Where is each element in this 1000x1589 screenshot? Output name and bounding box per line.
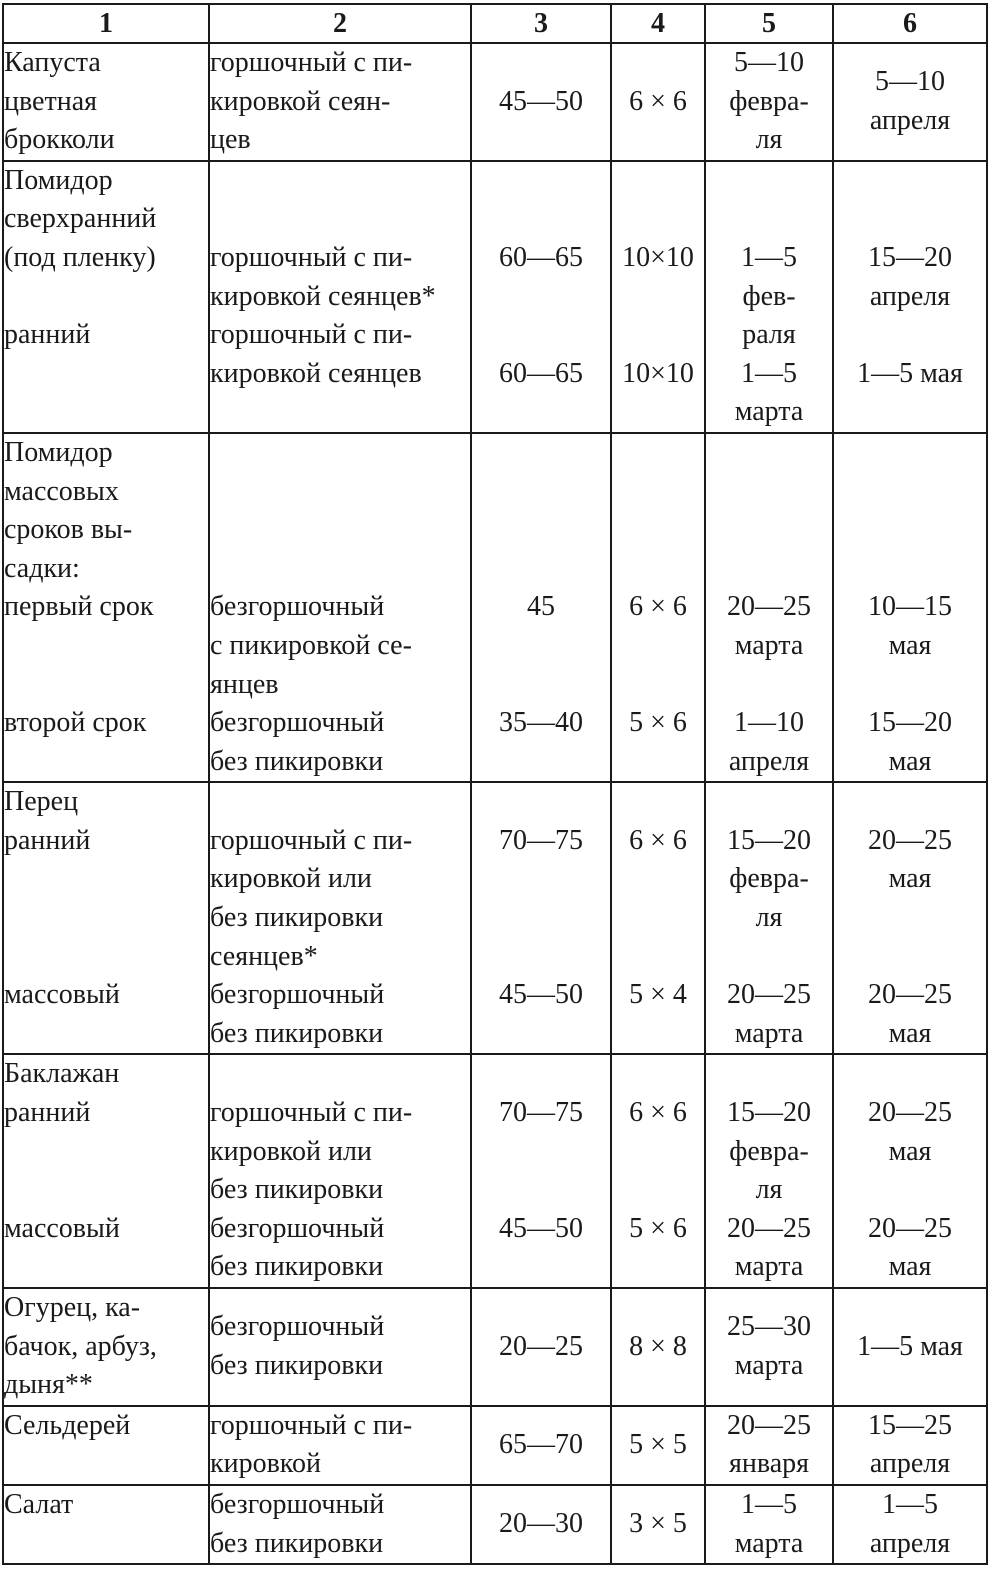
seedling-table bbox=[2, 3, 988, 1565]
table-row bbox=[3, 1406, 987, 1485]
col-header-6: 6 bbox=[833, 4, 987, 43]
table-row bbox=[3, 43, 987, 161]
crop-cell: Помидор массовых сроков вы- садки: первый срок второй срок bbox=[3, 433, 209, 782]
sowing-date-cell: 15—20 февра- ля 20—25 марта bbox=[705, 1054, 833, 1288]
header-row bbox=[3, 4, 987, 43]
days-cell: 65—70 bbox=[471, 1406, 611, 1485]
method-cell: горшочный с пи- кировкой сеянцев* горшочный с пи- кировкой сеянцев bbox=[209, 161, 471, 433]
area-cell: 6 × 6 bbox=[611, 43, 705, 161]
crop-cell: Помидор сверхранний (под пленку) ранний bbox=[3, 161, 209, 433]
crop-cell: Баклажан ранний массовый bbox=[3, 1054, 209, 1288]
table-row bbox=[3, 433, 987, 782]
planting-date-cell: 1—5 апреля bbox=[833, 1485, 987, 1564]
col-header-4: 4 bbox=[611, 4, 705, 43]
area-cell: 6 × 6 5 × 4 bbox=[611, 782, 705, 1054]
days-cell: 20—25 bbox=[471, 1288, 611, 1406]
planting-date-cell: 5—10 апреля bbox=[833, 43, 987, 161]
col-header-3: 3 bbox=[471, 4, 611, 43]
days-cell: 45 35—40 bbox=[471, 433, 611, 782]
area-cell: 8 × 8 bbox=[611, 1288, 705, 1406]
sowing-date-cell: 25—30 марта bbox=[705, 1288, 833, 1406]
planting-date-cell: 10—15 мая 15—20 мая bbox=[833, 433, 987, 782]
method-cell: безгоршочный с пикировкой се- янцев безгоршочный без пикировки bbox=[209, 433, 471, 782]
crop-cell: Огурец, ка- бачок, арбуз, дыня** bbox=[3, 1288, 209, 1406]
area-cell: 6 × 6 5 × 6 bbox=[611, 1054, 705, 1288]
col-header-2: 2 bbox=[209, 4, 471, 43]
area-cell: 5 × 5 bbox=[611, 1406, 705, 1485]
days-cell: 45—50 bbox=[471, 43, 611, 161]
area-cell: 10×10 10×10 bbox=[611, 161, 705, 433]
days-cell: 20—30 bbox=[471, 1485, 611, 1564]
sowing-date-cell: 5—10 февра- ля bbox=[705, 43, 833, 161]
crop-cell: Сельдерей bbox=[3, 1406, 209, 1485]
planting-date-cell: 20—25 мая 20—25 мая bbox=[833, 782, 987, 1054]
sowing-date-cell: 20—25 марта 1—10 апреля bbox=[705, 433, 833, 782]
crop-cell: Перец ранний массовый bbox=[3, 782, 209, 1054]
method-cell: горшочный с пи- кировкой сеян- цев bbox=[209, 43, 471, 161]
method-cell: безгоршочный без пикировки bbox=[209, 1288, 471, 1406]
table-row bbox=[3, 782, 987, 1054]
sowing-date-cell: 1—5 марта bbox=[705, 1485, 833, 1564]
method-cell: безгоршочный без пикировки bbox=[209, 1485, 471, 1564]
days-cell: 70—75 45—50 bbox=[471, 782, 611, 1054]
planting-date-cell: 20—25 мая 20—25 мая bbox=[833, 1054, 987, 1288]
method-cell: горшочный с пи- кировкой или без пикировки безгоршочный без пикировки bbox=[209, 1054, 471, 1288]
sowing-date-cell: 20—25 января bbox=[705, 1406, 833, 1485]
sowing-date-cell: 15—20 февра- ля 20—25 марта bbox=[705, 782, 833, 1054]
col-header-5: 5 bbox=[705, 4, 833, 43]
col-header-1: 1 bbox=[3, 4, 209, 43]
area-cell: 6 × 6 5 × 6 bbox=[611, 433, 705, 782]
crop-cell: Салат bbox=[3, 1485, 209, 1564]
planting-date-cell: 1—5 мая bbox=[833, 1288, 987, 1406]
crop-cell: Капуста цветная брокколи bbox=[3, 43, 209, 161]
days-cell: 60—65 60—65 bbox=[471, 161, 611, 433]
planting-date-cell: 15—25 апреля bbox=[833, 1406, 987, 1485]
table-row bbox=[3, 1288, 987, 1406]
planting-date-cell: 15—20 апреля 1—5 мая bbox=[833, 161, 987, 433]
table-row bbox=[3, 1054, 987, 1288]
method-cell: горшочный с пи- кировкой bbox=[209, 1406, 471, 1485]
method-cell: горшочный с пи- кировкой или без пикировки сеянцев* безгоршочный без пикировки bbox=[209, 782, 471, 1054]
sowing-date-cell: 1—5 фев- раля 1—5 марта bbox=[705, 161, 833, 433]
table-row bbox=[3, 1485, 987, 1564]
table-row bbox=[3, 161, 987, 433]
days-cell: 70—75 45—50 bbox=[471, 1054, 611, 1288]
area-cell: 3 × 5 bbox=[611, 1485, 705, 1564]
